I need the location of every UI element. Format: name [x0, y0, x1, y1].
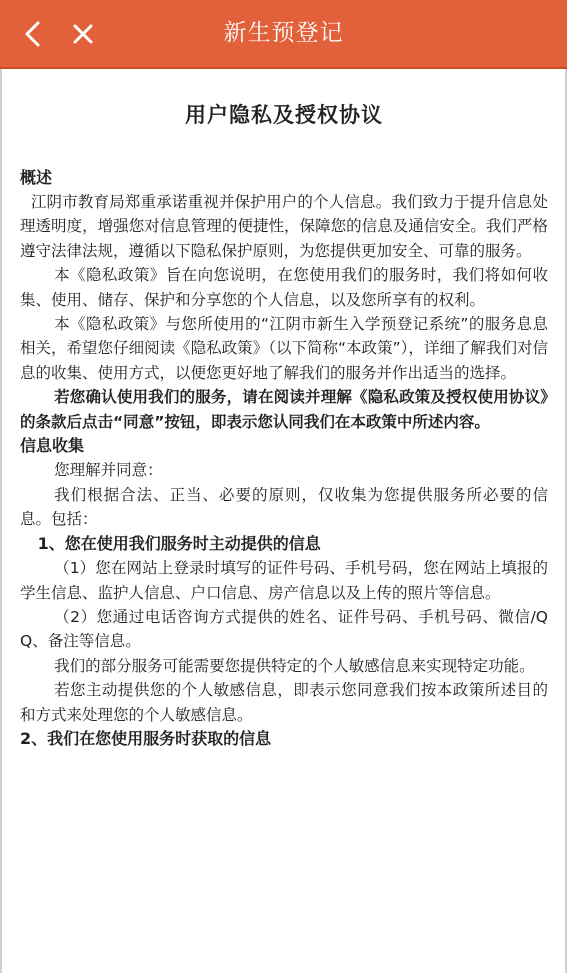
top-navigation-bar [0, 0, 567, 69]
collection-paragraph-4: （2）您通过电话咨询方式提供的姓名、证件号码、手机号码、微信/QQ、备注等信息。 [20, 607, 548, 651]
overview-heading: 概述 [20, 168, 53, 187]
overview-paragraph-2: 本《隐私政策》旨在向您说明，在您使用我们的服务时，我们将如何收集、使用、储存、保护和分享您的个人信息，以及您所享有的权利。 [20, 266, 548, 309]
collection-paragraph-5: 我们的部分服务可能需要您提供特定的个人敏感信息来实现特定功能。 [54, 656, 535, 675]
agreement-content[interactable] [20, 69, 548, 751]
collection-paragraph-1: 您理解并同意： [54, 461, 163, 480]
document-title: 用户隐私及授权协议 [185, 103, 383, 127]
overview-paragraph-4: 若您确认使用我们的服务，请在阅读并理解《隐私政策及授权使用协议》的条款后点击“同意”按钮，即表示您认同我们在本政策中所述内容。 [20, 388, 548, 431]
collection-paragraph-3: （1）您在网站上登录时填写的证件号码、手机号码，您在网站上填报的学生信息、监护人信息、户口信息、房产信息以及上传的照片等信息。 [20, 559, 548, 602]
page-title: 新生预登记 [223, 20, 344, 46]
collection-subheading-1: 1、您在使用我们服务时主动提供的信息 [37, 533, 321, 553]
overview-paragraph-1: 江阴市教育局郑重承诺重视并保护用户的个人信息。我们致力于提升信息处理透明度，增强您对信息管理的便捷性，保障您的信息及通信安全。我们严格遵守法律法规，遵循以下隐私保护原则，为您提供更加安全、可靠的服务。 [20, 193, 548, 260]
collection-subheading-2: 2、我们在您使用服务时获取的信息 [20, 728, 272, 748]
overview-paragraph-3: 本《隐私政策》与您所使用的“江阴市新生入学预登记系统”的服务息息相关，希望您仔细阅读《隐私政策》（以下简称“本政策”），详细了解我们对信息的收集、使用方式，以便您更好地了解我们的服务并作出适当的选择。 [20, 315, 548, 382]
collection-paragraph-6: 若您主动提供您的个人敏感信息，即表示您同意我们按本政策所述目的和方式来处理您的个人敏感信息。 [20, 681, 548, 724]
collection-paragraph-2: 我们根据合法、正当、必要的原则，仅收集为您提供服务所必要的信息。包括： [20, 485, 548, 529]
collection-heading: 信息收集 [20, 436, 85, 456]
left-border [0, 69, 2, 973]
